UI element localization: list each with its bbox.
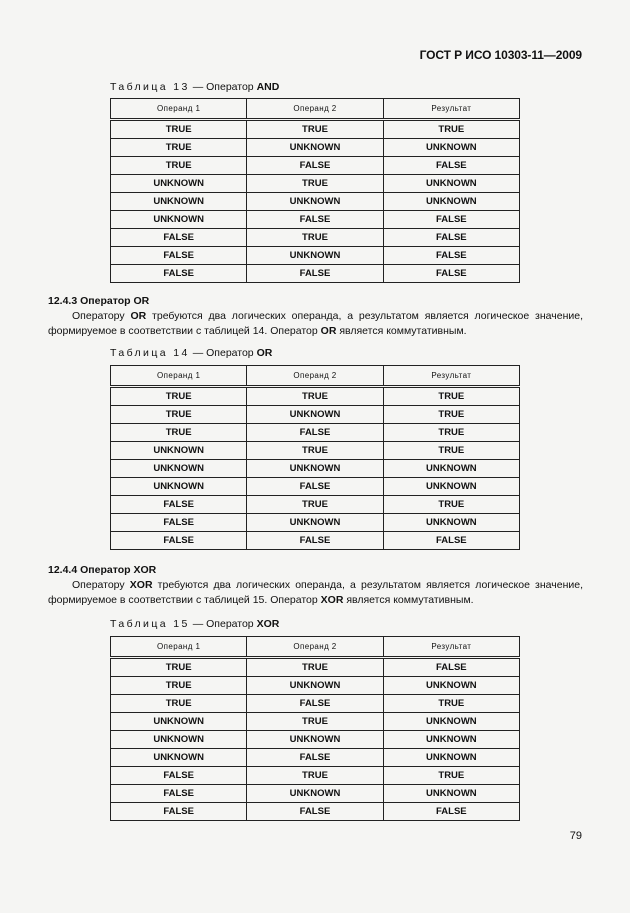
operator-term: OR [130,310,147,322]
table-row [111,229,520,247]
table-cell: TRUE [247,175,383,193]
table-row [111,120,520,139]
table-cell: TRUE [383,767,519,785]
caption-operator: AND [256,81,280,93]
table-cell: UNKNOWN [383,713,519,731]
table-cell: FALSE [111,496,247,514]
table-cell: FALSE [111,247,247,265]
caption-dash: — [192,81,204,93]
table-row [111,424,520,442]
table-cell: UNKNOWN [247,139,383,157]
caption-label: Таблица 13 [110,81,190,93]
table-cell: FALSE [111,514,247,532]
table-cell: UNKNOWN [383,478,519,496]
table-cell: UNKNOWN [383,514,519,532]
table-header-row [111,99,520,120]
section-paragraph [48,578,583,608]
table-cell: UNKNOWN [383,193,519,211]
table-row [111,387,520,406]
table-cell: FALSE [383,658,519,677]
caption-dash: — [192,347,204,359]
table-row [111,803,520,821]
caption-text: Оператор [206,347,254,359]
table-cell: TRUE [111,139,247,157]
table-cell: FALSE [383,211,519,229]
table-cell: TRUE [383,695,519,713]
caption-operator: OR [256,347,273,359]
text-run: является коммутативным. [336,325,467,337]
column-header-operand-1: Операнд 1 [111,99,247,120]
table-cell: FALSE [383,803,519,821]
column-header-operand-1: Операнд 1 [111,637,247,658]
table-row [111,658,520,677]
table-cell: TRUE [111,677,247,695]
table-cell: UNKNOWN [383,731,519,749]
table-cell: FALSE [111,785,247,803]
table-cell: TRUE [247,229,383,247]
table-cell: TRUE [247,713,383,731]
column-header-operand-2: Операнд 2 [247,99,383,120]
table-cell: UNKNOWN [247,677,383,695]
table-cell: FALSE [111,767,247,785]
table-cell: UNKNOWN [111,442,247,460]
table-cell: UNKNOWN [383,175,519,193]
caption-operator: XOR [256,618,280,630]
table-cell: FALSE [383,229,519,247]
table-cell: UNKNOWN [111,211,247,229]
table-row [111,496,520,514]
section-paragraph [48,309,583,339]
text-run: является коммутативным. [343,594,474,606]
table-cell: UNKNOWN [383,749,519,767]
table-cell: FALSE [383,157,519,175]
column-header-result: Результат [383,637,519,658]
caption-text: Оператор [206,618,254,630]
page-number: 79 [569,830,582,842]
table-row [111,175,520,193]
document-header: ГОСТ Р ИСО 10303-11—2009 [419,48,582,62]
section-12-4-3 [48,294,583,339]
table-cell: UNKNOWN [111,749,247,767]
table-row [111,157,520,175]
table-cell: TRUE [383,120,519,139]
table-cell: FALSE [111,265,247,283]
table-cell: UNKNOWN [111,175,247,193]
table-cell: UNKNOWN [383,460,519,478]
table-row [111,785,520,803]
table-row [111,749,520,767]
table-cell: TRUE [247,442,383,460]
table-cell: FALSE [383,247,519,265]
table-cell: TRUE [383,424,519,442]
table-cell: FALSE [247,424,383,442]
table-cell: TRUE [383,496,519,514]
table-cell: FALSE [111,532,247,550]
table-row [111,677,520,695]
table-cell: TRUE [247,496,383,514]
table-cell: TRUE [247,120,383,139]
table-cell: FALSE [111,229,247,247]
table-cell: TRUE [111,120,247,139]
table-row [111,767,520,785]
table-cell: UNKNOWN [247,731,383,749]
text-run: требуются два логических операнда, а результатом является логическое значение, формируемое в соответствии с таблицей 14. Оператор [48,310,583,337]
section-12-4-4 [48,563,583,608]
operator-term: XOR [320,594,344,606]
operator-term: XOR [129,579,153,591]
table-15-caption [110,618,279,630]
table-row [111,247,520,265]
table-cell: FALSE [247,478,383,496]
table-cell: FALSE [383,532,519,550]
table-row [111,731,520,749]
table-row [111,406,520,424]
table-cell: TRUE [383,442,519,460]
table-13-caption [110,81,279,93]
text-run: требуются два логических операнда, а результатом является логическое значение, формируемое в соответствии с таблицей 15. Оператор [48,579,584,606]
table-cell: TRUE [111,157,247,175]
table-cell: UNKNOWN [247,514,383,532]
table-cell: TRUE [111,387,247,406]
caption-label: Таблица 14 [110,347,190,359]
column-header-result: Результат [383,366,519,387]
table-header-row [111,366,520,387]
column-header-operand-1: Операнд 1 [111,366,247,387]
table-cell: UNKNOWN [383,139,519,157]
table-cell: FALSE [247,211,383,229]
table-row [111,193,520,211]
table-row [111,442,520,460]
text-run: Оператору [72,579,130,591]
table-cell: UNKNOWN [247,785,383,803]
table-cell: FALSE [247,803,383,821]
table-cell: FALSE [247,749,383,767]
table-header-row [111,637,520,658]
caption-dash: — [192,618,204,630]
table-cell: UNKNOWN [247,247,383,265]
table-cell: UNKNOWN [383,677,519,695]
text-run: Оператору [72,310,131,322]
table-row [111,211,520,229]
table-cell: TRUE [111,658,247,677]
column-header-operand-2: Операнд 2 [247,637,383,658]
table-row [111,139,520,157]
table-and [110,98,520,283]
table-cell: UNKNOWN [111,478,247,496]
table-row [111,460,520,478]
table-cell: TRUE [383,387,519,406]
operator-term: OR [320,325,337,337]
table-row [111,514,520,532]
table-cell: UNKNOWN [247,406,383,424]
section-heading: 12.4.3 Оператор OR [48,295,150,307]
table-cell: UNKNOWN [111,731,247,749]
table-cell: FALSE [247,695,383,713]
column-header-result: Результат [383,99,519,120]
table-cell: FALSE [247,265,383,283]
table-cell: FALSE [111,803,247,821]
table-cell: TRUE [111,406,247,424]
table-14-caption [110,347,272,359]
table-cell: TRUE [247,767,383,785]
table-row [111,695,520,713]
table-cell: UNKNOWN [111,713,247,731]
table-cell: FALSE [247,157,383,175]
column-header-operand-2: Операнд 2 [247,366,383,387]
table-row [111,713,520,731]
caption-label: Таблица 15 [110,618,190,630]
table-or [110,365,520,550]
table-cell: UNKNOWN [383,785,519,803]
table-cell: TRUE [111,424,247,442]
caption-text: Оператор [206,81,254,93]
table-cell: TRUE [247,658,383,677]
table-cell: UNKNOWN [111,193,247,211]
table-cell: UNKNOWN [111,460,247,478]
table-xor [110,636,520,821]
table-cell: TRUE [247,387,383,406]
table-row [111,532,520,550]
table-cell: TRUE [383,406,519,424]
table-cell: UNKNOWN [247,460,383,478]
section-heading: 12.4.4 Оператор XOR [48,564,157,576]
table-row [111,265,520,283]
table-cell: UNKNOWN [247,193,383,211]
table-cell: FALSE [247,532,383,550]
table-cell: FALSE [383,265,519,283]
table-cell: TRUE [111,695,247,713]
table-row [111,478,520,496]
